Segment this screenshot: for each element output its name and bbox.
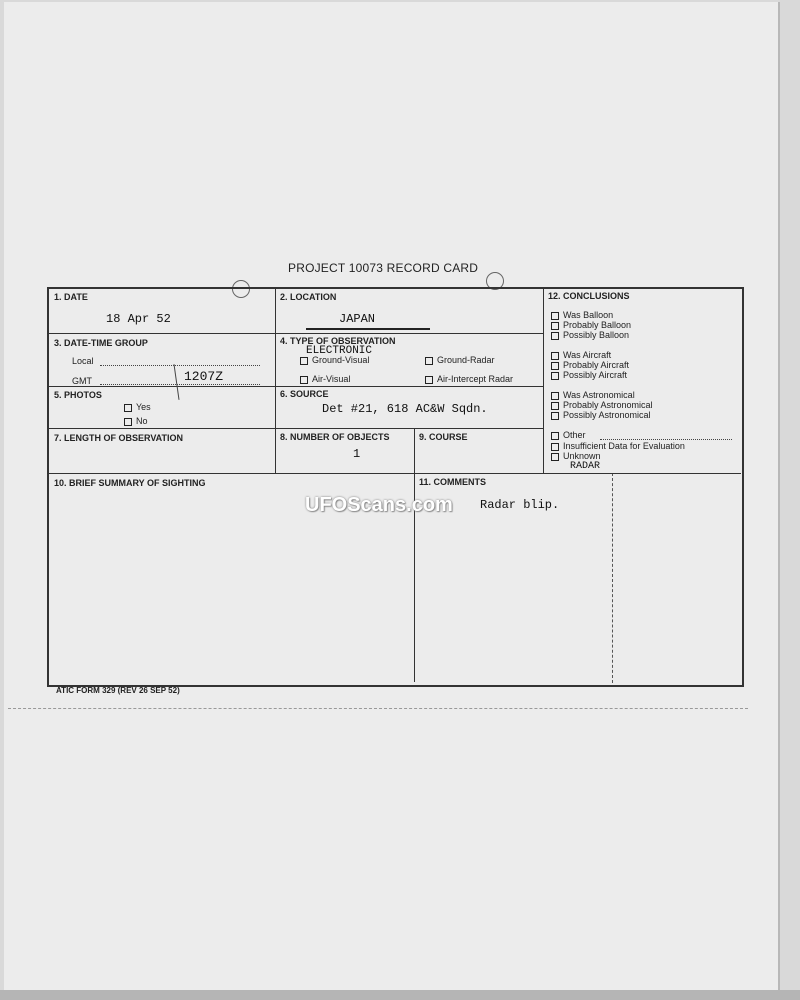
divider	[543, 289, 544, 473]
checkbox-icon	[551, 332, 559, 340]
date-time-group-label: 3. DATE-TIME GROUP	[54, 338, 148, 348]
checkbox-icon	[124, 404, 132, 412]
watermark: UFOScans.com	[305, 494, 453, 516]
concl-was-balloon[interactable]: Was Balloon	[551, 310, 613, 320]
checkbox-icon	[551, 412, 559, 420]
location-underline	[306, 328, 430, 330]
number-of-objects-value: 1	[353, 447, 361, 461]
checkbox-icon	[425, 376, 433, 384]
brief-summary-label: 10. BRIEF SUMMARY OF SIGHTING	[54, 478, 206, 488]
divider	[275, 289, 276, 473]
type-of-observation-label: 4. TYPE OF OBSERVATION	[280, 336, 396, 346]
concl-possibly-balloon[interactable]: Possibly Balloon	[551, 330, 629, 340]
checkbox-icon	[551, 432, 559, 440]
local-label: Local	[72, 356, 94, 366]
divider	[414, 428, 415, 682]
divider	[612, 473, 613, 683]
photos-no[interactable]: No	[124, 416, 148, 426]
concl-other[interactable]: Other	[551, 430, 586, 440]
location-value: JAPAN	[339, 312, 376, 326]
gmt-line	[100, 384, 260, 385]
divider	[49, 386, 543, 387]
divider	[49, 473, 741, 474]
cut-line	[8, 708, 748, 709]
gmt-value: 1207Z	[184, 369, 224, 384]
checkbox-icon	[551, 402, 559, 410]
divider	[49, 428, 543, 429]
option-air-visual[interactable]: Air-Visual	[300, 374, 350, 384]
source-value: Det #21, 618 AC&W Sqdn.	[322, 402, 488, 416]
gmt-label: GMT	[72, 376, 92, 386]
photos-label: 5. PHOTOS	[54, 390, 102, 400]
checkbox-icon	[551, 362, 559, 370]
checkbox-icon	[551, 392, 559, 400]
option-air-intercept-radar[interactable]: Air-Intercept Radar	[425, 374, 513, 384]
checkbox-icon	[425, 357, 433, 365]
type-handwritten: ELECTRONIC	[306, 345, 373, 357]
other-line	[600, 439, 732, 440]
checkbox-icon	[551, 312, 559, 320]
checkbox-icon	[551, 443, 559, 451]
comments-label: 11. COMMENTS	[419, 477, 487, 487]
comments-value: Radar blip.	[480, 498, 560, 512]
number-of-objects-label: 8. NUMBER OF OBJECTS	[280, 432, 390, 442]
checkbox-icon	[551, 322, 559, 330]
date-label: 1. DATE	[54, 292, 88, 302]
location-label: 2. LOCATION	[280, 292, 337, 302]
checkbox-icon	[551, 453, 559, 461]
photos-yes[interactable]: Yes	[124, 402, 151, 412]
checkbox-icon	[300, 357, 308, 365]
card-title: PROJECT 10073 RECORD CARD	[288, 261, 479, 275]
conclusions-label: 12. CONCLUSIONS	[548, 291, 630, 301]
concl-probably-aircraft[interactable]: Probably Aircraft	[551, 360, 629, 370]
concl-possibly-aircraft[interactable]: Possibly Aircraft	[551, 370, 627, 380]
checkbox-icon	[551, 352, 559, 360]
conclusions-handwritten: RADAR	[570, 461, 601, 472]
concl-was-aircraft[interactable]: Was Aircraft	[551, 350, 611, 360]
checkbox-icon	[124, 418, 132, 426]
checkbox-icon	[551, 372, 559, 380]
option-ground-radar[interactable]: Ground-Radar	[425, 355, 495, 365]
scan-edge	[0, 990, 800, 1000]
concl-was-astronomical[interactable]: Was Astronomical	[551, 390, 635, 400]
divider	[49, 333, 543, 334]
concl-possibly-astronomical[interactable]: Possibly Astronomical	[551, 410, 651, 420]
date-value: 18 Apr 52	[106, 312, 171, 326]
concl-unknown[interactable]: Unknown	[551, 451, 601, 461]
local-line	[100, 365, 260, 366]
concl-insufficient-data[interactable]: Insufficient Data for Evaluation	[551, 441, 685, 451]
form-footer: ATIC FORM 329 (REV 26 SEP 52)	[56, 686, 180, 695]
checkbox-icon	[300, 376, 308, 384]
source-label: 6. SOURCE	[280, 389, 329, 399]
course-label: 9. COURSE	[419, 432, 468, 442]
concl-probably-astronomical[interactable]: Probably Astronomical	[551, 400, 653, 410]
option-ground-visual[interactable]: Ground-Visual	[300, 355, 369, 365]
length-label: 7. LENGTH OF OBSERVATION	[54, 433, 184, 443]
concl-probably-balloon[interactable]: Probably Balloon	[551, 320, 631, 330]
